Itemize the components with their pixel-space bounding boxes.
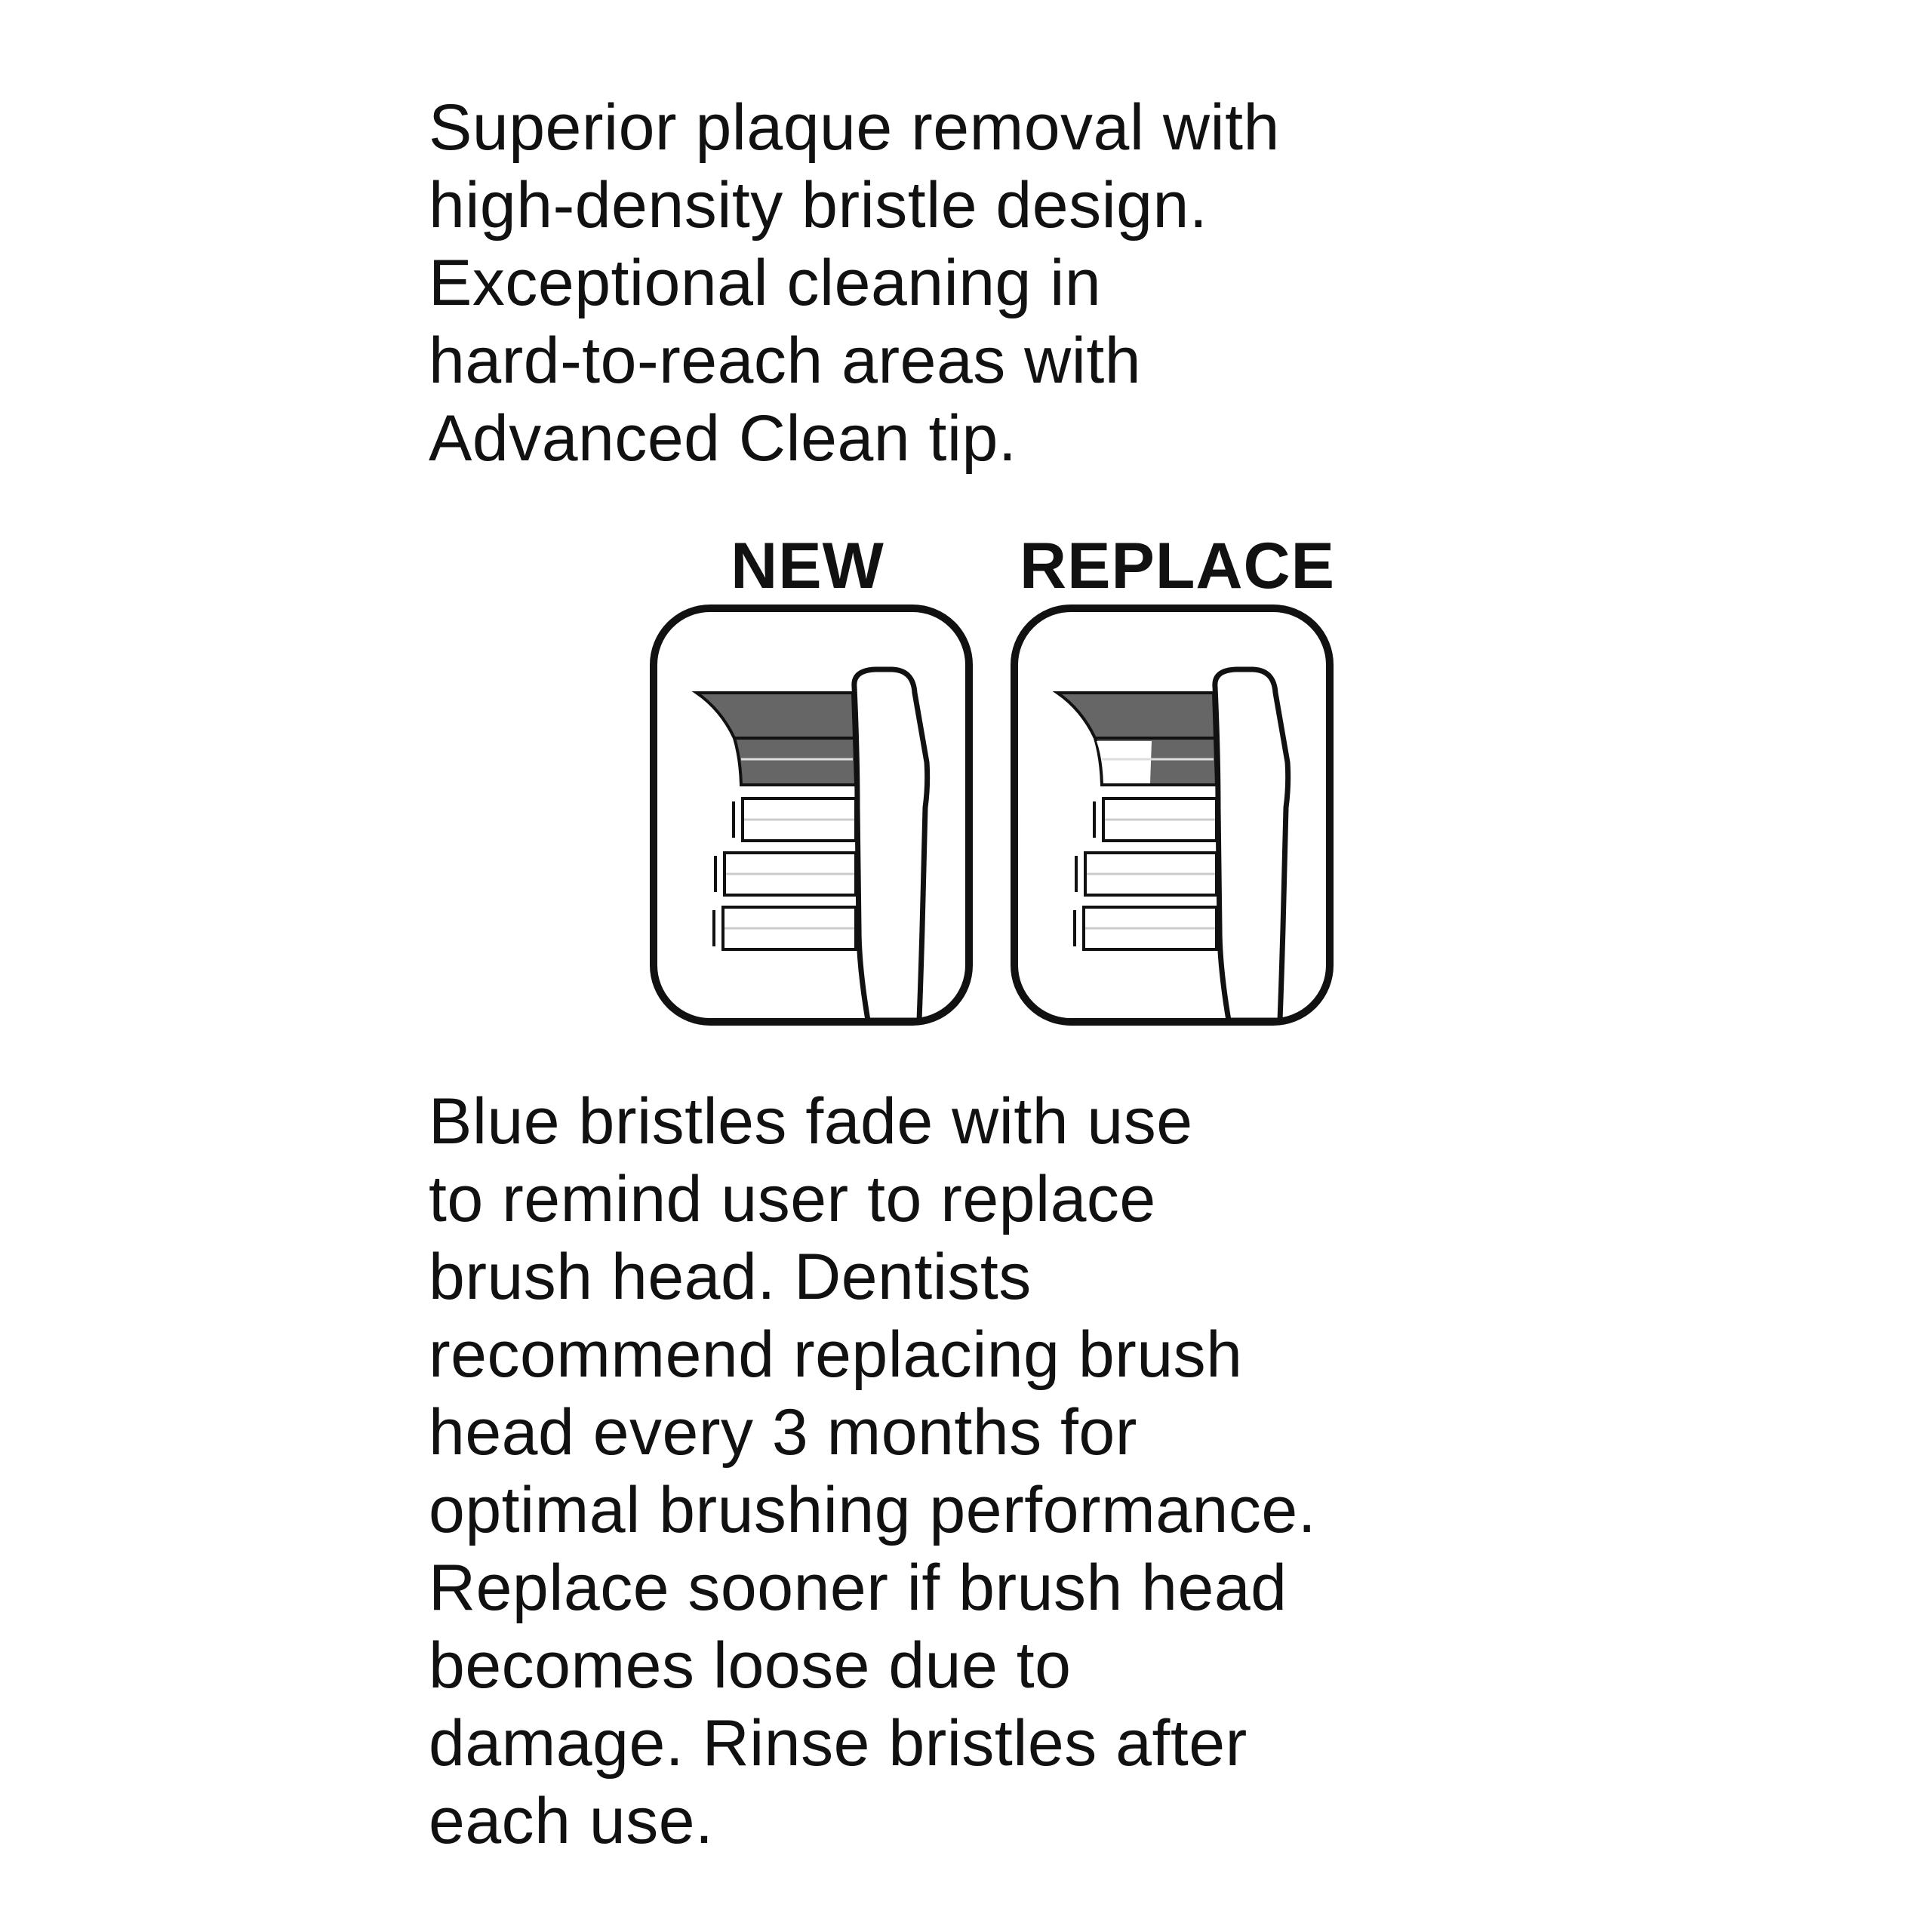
care-line: to remind user to replace: [429, 1163, 1156, 1235]
care-line: brush head. Dentists: [429, 1241, 1032, 1313]
care-line: becomes loose due to: [429, 1629, 1072, 1702]
care-paragraph: [429, 1083, 1515, 1860]
brush-head-new-icon: [649, 604, 974, 1026]
care-line: each use.: [429, 1785, 714, 1857]
intro-line: Advanced Clean tip.: [429, 402, 1017, 475]
intro-paragraph: [429, 89, 1515, 478]
brush-head-new-graphic: [649, 604, 974, 1026]
replace-label: REPLACE: [1020, 530, 1335, 602]
intro-line: Exceptional cleaning in: [429, 247, 1102, 319]
new-label: NEW: [731, 530, 884, 602]
care-line: optimal brushing performance.: [429, 1474, 1317, 1546]
care-line: Blue bristles fade with use: [429, 1085, 1193, 1158]
care-line: recommend replacing brush: [429, 1318, 1243, 1391]
brush-head-replace-icon: [1010, 604, 1334, 1026]
intro-line: Superior plaque removal with: [429, 91, 1280, 164]
intro-line: hard-to-reach areas with: [429, 325, 1142, 397]
brush-head-replace-graphic: [1010, 604, 1334, 1026]
care-line: damage. Rinse bristles after: [429, 1707, 1247, 1780]
care-line: Replace sooner if brush head: [429, 1552, 1287, 1624]
care-line: head every 3 months for: [429, 1396, 1137, 1469]
intro-line: high-density bristle design.: [429, 169, 1208, 242]
